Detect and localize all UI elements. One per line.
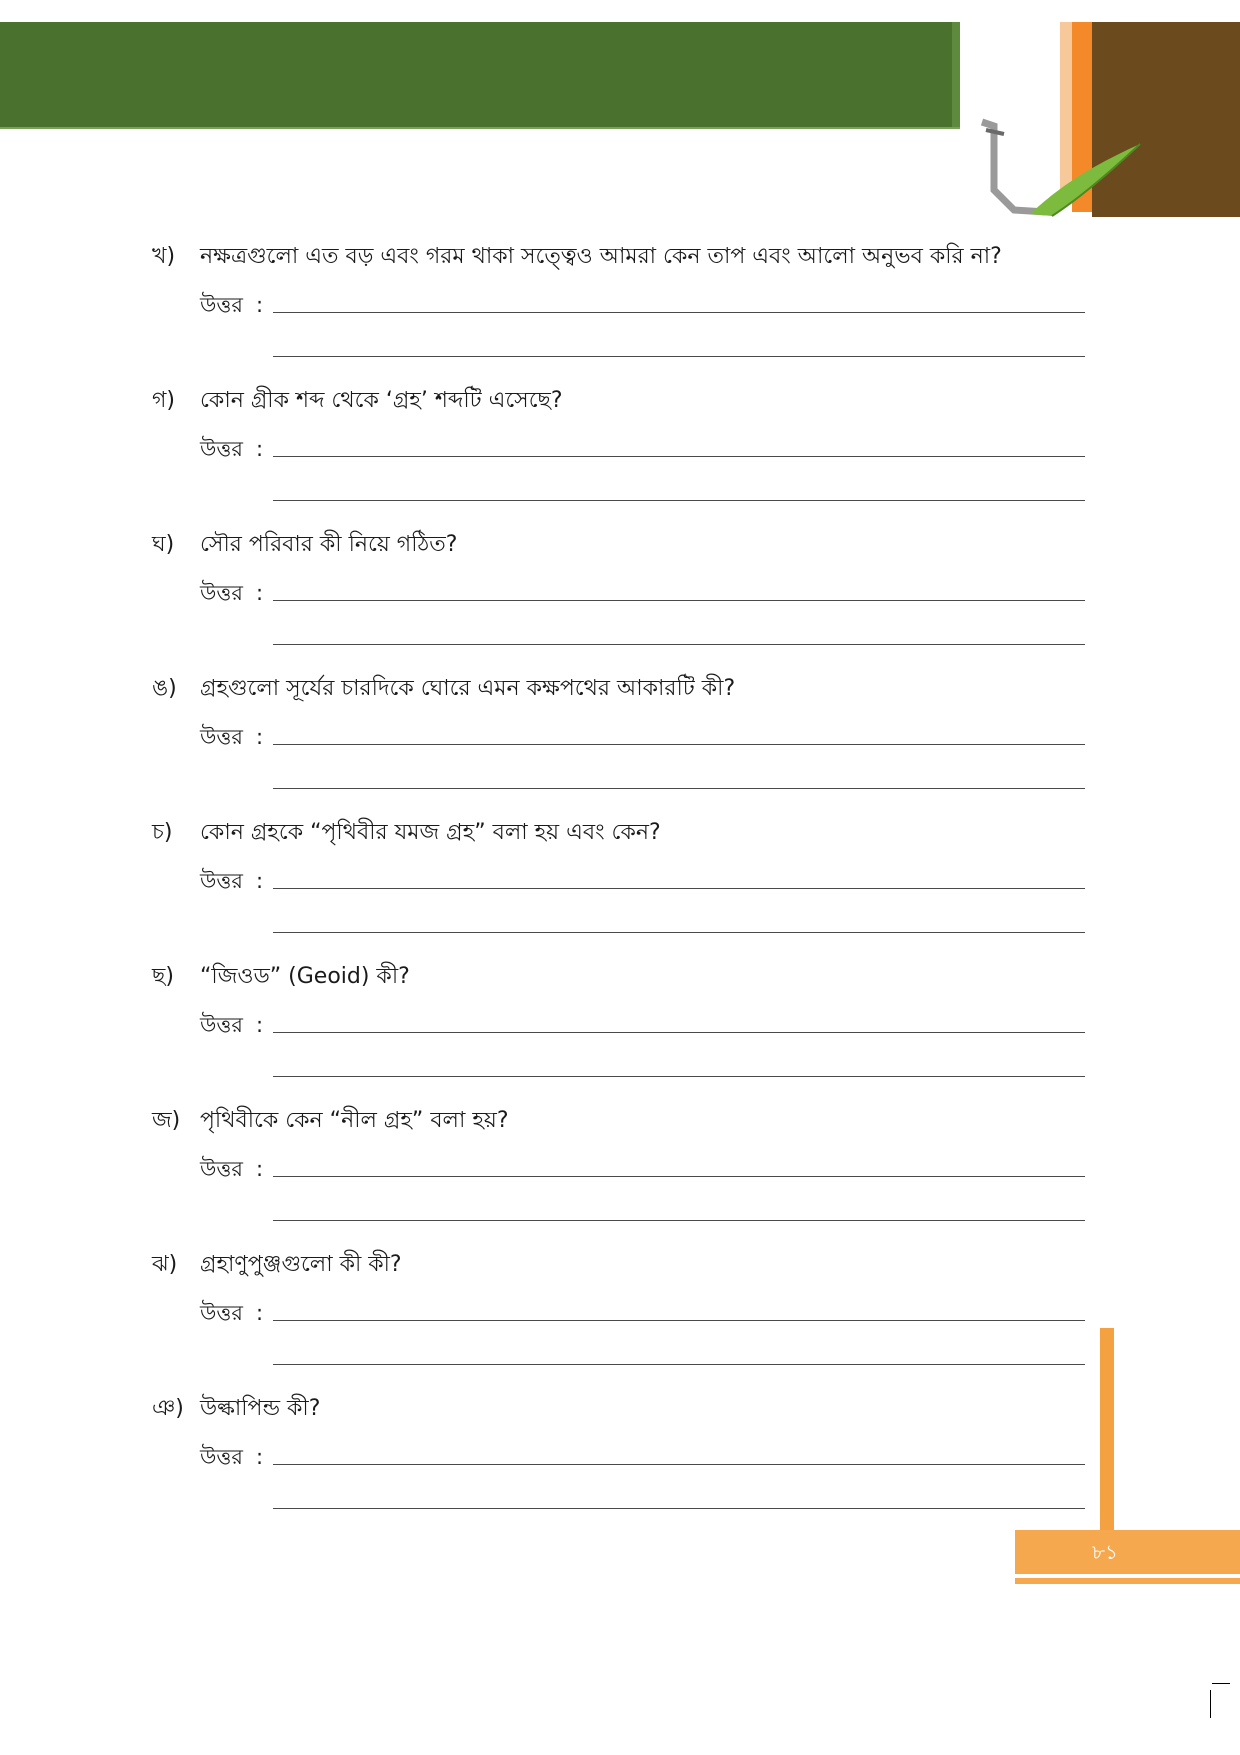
question-item xyxy=(0,386,1240,526)
question-item xyxy=(0,242,1240,382)
answer-line[interactable] xyxy=(273,356,1085,357)
answer-line[interactable] xyxy=(273,600,1085,601)
answer-colon: : xyxy=(256,725,264,749)
question-item xyxy=(0,962,1240,1102)
crop-mark xyxy=(1212,1683,1230,1684)
question-label: ঘ) xyxy=(152,532,175,557)
page-number-underline xyxy=(1015,1578,1240,1584)
question-item xyxy=(0,674,1240,814)
question-text: গ্রহগুলো সূর্যের চারদিকে ঘোরে এমন কক্ষপথের আকারটি কী? xyxy=(200,676,736,701)
question-item xyxy=(0,1394,1240,1534)
answer-label: উত্তর xyxy=(200,581,243,605)
question-label: চ) xyxy=(152,820,173,845)
answer-line[interactable] xyxy=(273,1464,1085,1465)
answer-colon: : xyxy=(256,293,264,317)
answer-label: উত্তর xyxy=(200,1445,243,1469)
answer-label: উত্তর xyxy=(200,1301,243,1325)
answer-line[interactable] xyxy=(273,1320,1085,1321)
question-item xyxy=(0,1106,1240,1246)
question-label: জ) xyxy=(152,1108,181,1133)
answer-line[interactable] xyxy=(273,1076,1085,1077)
answer-line[interactable] xyxy=(273,500,1085,501)
answer-label: উত্তর xyxy=(200,869,243,893)
answer-label: উত্তর xyxy=(200,1157,243,1181)
question-text: “জিওড” (Geoid) কী? xyxy=(200,964,410,989)
answer-line[interactable] xyxy=(273,1220,1085,1221)
answer-label: উত্তর xyxy=(200,437,243,461)
answer-line[interactable] xyxy=(273,1364,1085,1365)
question-label: ঙ) xyxy=(152,676,177,701)
question-text: সৌর পরিবার কী নিয়ে গঠিত? xyxy=(200,532,458,557)
crop-mark xyxy=(1210,1690,1211,1718)
question-label: গ) xyxy=(152,388,176,413)
answer-line[interactable] xyxy=(273,788,1085,789)
answer-label: উত্তর xyxy=(200,293,243,317)
question-text: উল্কাপিন্ড কী? xyxy=(200,1396,321,1421)
answer-line[interactable] xyxy=(273,644,1085,645)
answer-label: উত্তর xyxy=(200,1013,243,1037)
page-number: ৮১ xyxy=(1092,1540,1118,1564)
question-label: ঞ) xyxy=(152,1396,184,1421)
question-label: খ) xyxy=(152,244,176,269)
answer-line[interactable] xyxy=(273,1032,1085,1033)
answer-line[interactable] xyxy=(273,888,1085,889)
question-item xyxy=(0,818,1240,958)
answer-colon: : xyxy=(256,1301,264,1325)
question-text: কোন গ্রহকে “পৃথিবীর যমজ গ্রহ” বলা হয় এবং কেন? xyxy=(200,820,661,845)
answer-line[interactable] xyxy=(273,456,1085,457)
question-text: পৃথিবীকে কেন “নীল গ্রহ” বলা হয়? xyxy=(200,1108,509,1133)
answer-colon: : xyxy=(256,437,264,461)
question-label: ছ) xyxy=(152,964,174,989)
answer-label: উত্তর xyxy=(200,725,243,749)
question-text: নক্ষত্রগুলো এত বড় এবং গরম থাকা সত্ত্বেও আমরা কেন তাপ এবং আলো অনুভব করি না? xyxy=(200,244,1002,269)
question-text: কোন গ্রীক শব্দ থেকে ‘গ্রহ’ শব্দটি এসেছে? xyxy=(200,388,563,413)
answer-colon: : xyxy=(256,869,264,893)
answer-colon: : xyxy=(256,581,264,605)
answer-line[interactable] xyxy=(273,1508,1085,1509)
question-item xyxy=(0,530,1240,670)
answer-line[interactable] xyxy=(273,744,1085,745)
question-label: ঝ) xyxy=(152,1252,178,1277)
answer-line[interactable] xyxy=(273,1176,1085,1177)
answer-colon: : xyxy=(256,1013,264,1037)
answer-colon: : xyxy=(256,1157,264,1181)
answer-colon: : xyxy=(256,1445,264,1469)
answer-line[interactable] xyxy=(273,932,1085,933)
question-text: গ্রহাণুপুঞ্জগুলো কী কী? xyxy=(200,1252,402,1277)
question-item xyxy=(0,1250,1240,1390)
side-accent-bar xyxy=(1100,1328,1114,1532)
answer-line[interactable] xyxy=(273,312,1085,313)
